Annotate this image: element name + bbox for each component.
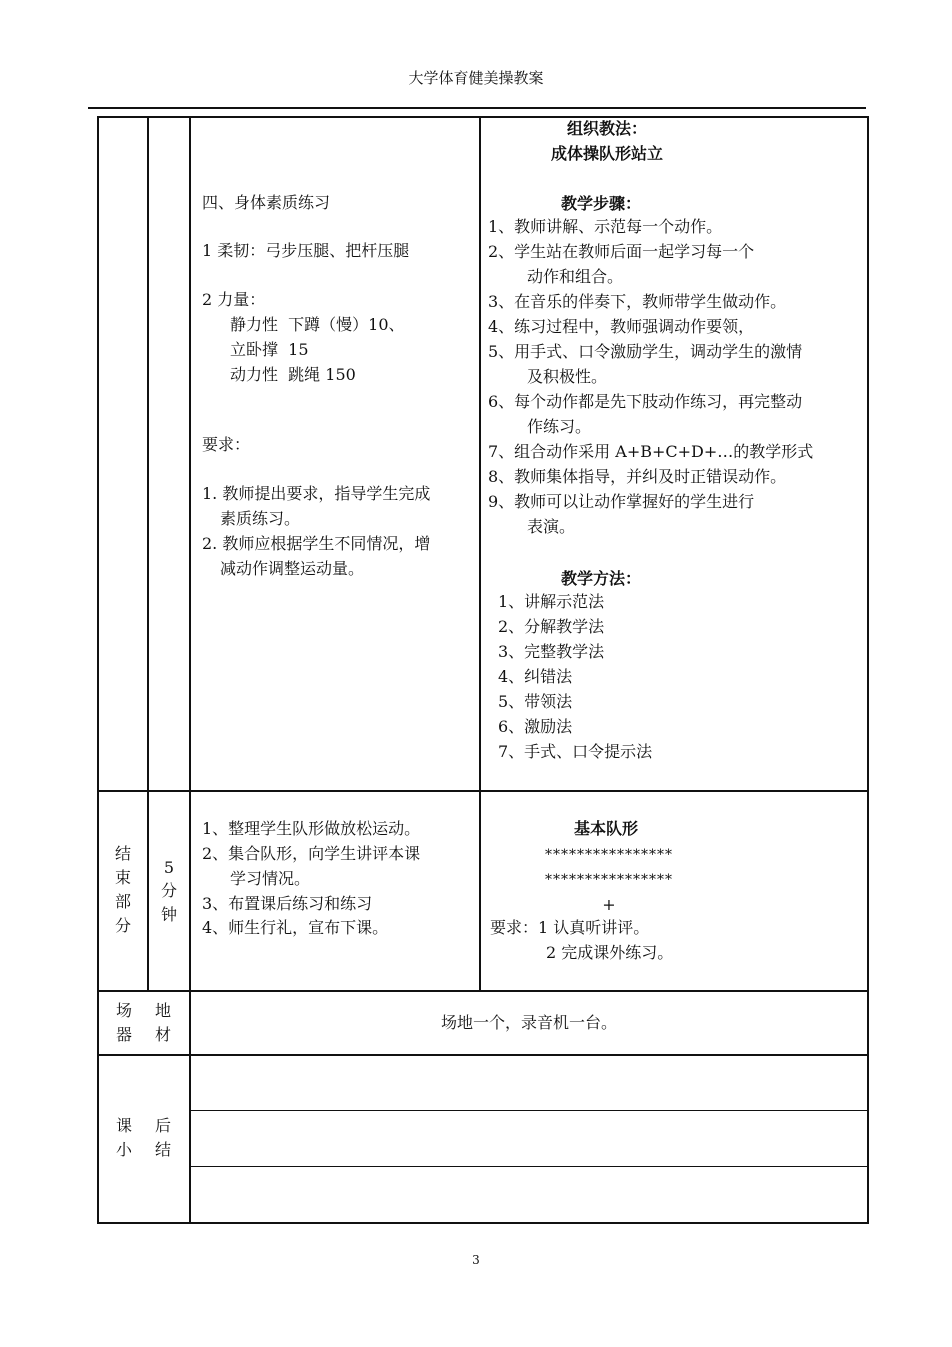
- method-line: 3、完整教学法: [498, 642, 605, 661]
- content-line: 静力性 下蹲（慢）10、: [230, 315, 405, 334]
- table-border-left: [97, 116, 99, 1224]
- step-line: 作练习。: [527, 417, 592, 436]
- requirement-line: 要求：1 认真听讲评。: [490, 918, 650, 937]
- header-rule: [88, 107, 866, 109]
- part-char: 分: [114, 916, 131, 935]
- steps-title: 教学步骤：: [560, 194, 641, 213]
- row-divider-1: [97, 790, 869, 792]
- requirement-line: 2 完成课外练习。: [546, 943, 674, 962]
- content-line: 四、身体素质练习: [202, 193, 331, 212]
- content-line: 3、布置课后练习和练习: [202, 894, 373, 913]
- step-line: 5、用手式、口令激励学生，调动学生的激情: [488, 342, 803, 361]
- step-line: 9、教师可以让动作掌握好的学生进行: [488, 492, 755, 511]
- time-char: 5: [163, 858, 175, 877]
- content-line: 素质练习。: [220, 509, 301, 528]
- org-subtitle: 成体操队形站立: [550, 144, 663, 163]
- content-line: 立卧撑 15: [230, 340, 309, 359]
- content-line: 动力性 跳绳 150: [230, 365, 356, 384]
- document-header-title: 大学体育健美操教案: [408, 69, 544, 87]
- method-line: 2、分解教学法: [498, 617, 605, 636]
- label-char: 后: [155, 1116, 172, 1135]
- formation-teacher-mark: +: [602, 895, 616, 914]
- label-char: 材: [155, 1025, 172, 1044]
- method-line: 6、激励法: [498, 717, 573, 736]
- time-char: 钟: [160, 905, 177, 924]
- formation-row: ****************: [545, 872, 673, 888]
- formation-title: 基本队形: [573, 819, 638, 838]
- step-line: 1、教师讲解、示范每一个动作。: [488, 217, 723, 236]
- summary-blank-row-2: [191, 1111, 867, 1166]
- content-line: 减动作调整运动量。: [220, 559, 365, 578]
- summary-blank-row-1: [191, 1056, 867, 1110]
- step-line: 7、组合动作采用 A+B+C+D+…的教学形式: [488, 442, 814, 461]
- content-line: 2 力量：: [202, 290, 266, 309]
- method-line: 7、手式、口令提示法: [498, 742, 653, 761]
- methods-title: 教学方法：: [560, 569, 641, 588]
- label-char: 地: [155, 1001, 172, 1020]
- table-border-right: [867, 116, 869, 1224]
- step-line: 2、学生站在教师后面一起学习每一个: [488, 242, 755, 261]
- summary-blank-row-3: [191, 1167, 867, 1222]
- content-line: 4、师生行礼，宣布下课。: [202, 918, 389, 937]
- label-char: 小: [116, 1140, 133, 1159]
- label-char: 课: [116, 1116, 133, 1135]
- label-char: 结: [155, 1140, 172, 1159]
- step-line: 3、在音乐的伴奏下，教师带学生做动作。: [488, 292, 787, 311]
- part-char: 部: [114, 892, 131, 911]
- content-line: 1 柔韧：弓步压腿、把杆压腿: [202, 241, 410, 260]
- part-char: 结: [114, 844, 131, 863]
- org-title: 组织教法：: [566, 119, 647, 138]
- method-line: 1、讲解示范法: [498, 592, 605, 611]
- content-line: 1. 教师提出要求，指导学生完成: [202, 484, 431, 503]
- content-line: 2. 教师应根据学生不同情况，增: [202, 534, 431, 553]
- time-char: 分: [160, 881, 177, 900]
- table-border-bottom: [97, 1222, 869, 1224]
- step-line: 4、练习过程中，教师强调动作要领，: [488, 317, 755, 336]
- row-divider-2: [97, 990, 869, 992]
- label-char: 场: [116, 1001, 133, 1020]
- step-line: 及积极性。: [527, 367, 608, 386]
- content-line: 学习情况。: [230, 869, 311, 888]
- label-char: 器: [116, 1025, 133, 1044]
- content-line: 要求：: [202, 435, 251, 454]
- formation-row: ****************: [545, 847, 673, 863]
- method-line: 4、纠错法: [498, 667, 573, 686]
- step-line: 6、每个动作都是先下肢动作练习，再完整动: [488, 392, 803, 411]
- step-line: 表演。: [527, 517, 576, 536]
- part-char: 束: [114, 868, 131, 887]
- step-line: 动作和组合。: [527, 267, 624, 286]
- content-line: 2、集合队形，向学生讲评本课: [202, 844, 421, 863]
- step-line: 8、教师集体指导，并纠及时正错误动作。: [488, 467, 787, 486]
- content-line: 1、整理学生队形做放松运动。: [202, 819, 421, 838]
- venue-equipment-text: 场地一个，录音机一台。: [440, 1013, 617, 1032]
- method-line: 5、带领法: [498, 692, 573, 711]
- page-number: 3: [472, 1253, 480, 1267]
